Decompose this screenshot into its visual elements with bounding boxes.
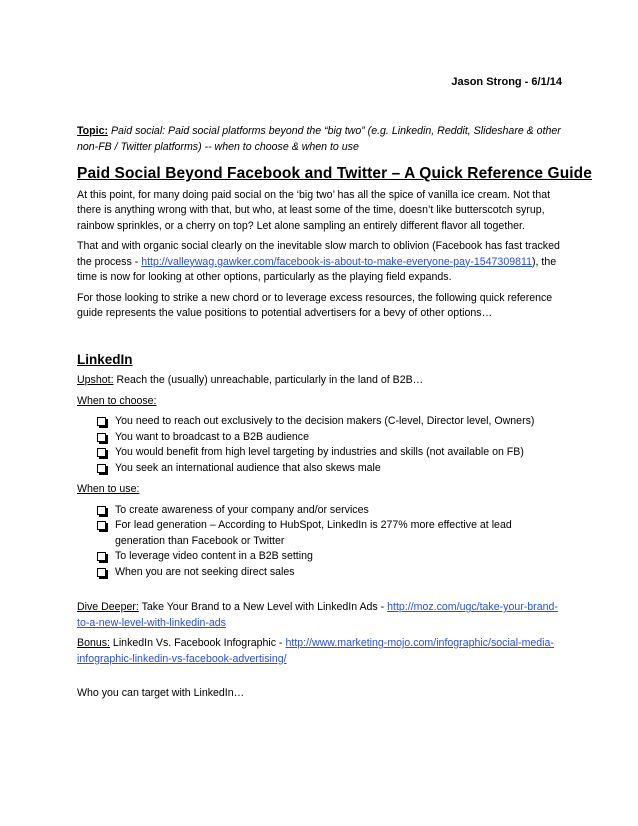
list-item: You would benefit from high level targeting by industries and skills (not available on FB) bbox=[97, 445, 563, 461]
dive-deeper-label: Dive Deeper: bbox=[77, 601, 139, 613]
intro-paragraph-2-end: ), the time is now for looking at other options, particularly as the playing field expands. bbox=[77, 255, 557, 283]
upshot-text: Reach the (usually) unreachable, particularly in the land of B2B… bbox=[113, 374, 424, 386]
dive-deeper-text: Take Your Brand to a New Level with LinkedIn Ads - bbox=[138, 601, 388, 613]
valleywag-link[interactable]: http://valleywag.gawker.com/facebook-is-about-to-make-everyone-pay-1547309811 bbox=[141, 255, 532, 268]
marketing-mojo-link[interactable]: http://www.marketing-mojo.com/infographic/social-media-infographic-linkedin-vs-facebook-advertising/ bbox=[77, 637, 554, 665]
bonus-label: Bonus: bbox=[77, 637, 110, 649]
list-item: You want to broadcast to a B2B audience bbox=[97, 430, 563, 446]
use-checklist bbox=[77, 503, 563, 581]
topic-line bbox=[77, 124, 563, 155]
list-item: When you are not seeking direct sales bbox=[97, 565, 563, 581]
checkbox-icon bbox=[97, 506, 106, 515]
spacer bbox=[77, 672, 563, 686]
intro-paragraph-1: At this point, for many doing paid social on the ‘big two’ has all the spice of vanilla ice cream. Not that there is anything wrong with that, but who, at least some of the time, doesn’t like butterscotch syrup, rainbow sprinkles, or a cherry on top? Let alone sampling an entirely different flavor all together. bbox=[77, 188, 551, 232]
list-item: For lead generation – According to HubSpot, LinkedIn is 277% more effective at lead generation than Facebook or Twitter bbox=[97, 518, 563, 549]
checkbox-icon bbox=[97, 552, 106, 561]
list-item: You seek an international audience that also skews male bbox=[97, 461, 563, 477]
when-to-use-label: When to use: bbox=[77, 483, 140, 495]
moz-link[interactable]: http://moz.com/ugc/take-your-brand-to-a-new-level-with-linkedin-ads bbox=[77, 601, 558, 629]
checkbox-icon bbox=[97, 464, 106, 473]
checkbox-icon bbox=[97, 448, 106, 457]
upshot-label: Upshot: bbox=[77, 374, 114, 386]
list-item: You need to reach out exclusively to the decision makers (C-level, Director level, Owners) bbox=[97, 414, 563, 430]
dive-deeper-line bbox=[77, 600, 563, 631]
checkbox-icon bbox=[97, 568, 106, 577]
linkedin-heading: LinkedIn bbox=[77, 351, 133, 367]
upshot-line bbox=[77, 373, 563, 389]
when-to-choose-label: When to choose: bbox=[77, 394, 157, 407]
topic-label: Topic: bbox=[77, 125, 108, 137]
bonus-text: LinkedIn Vs. Facebook Infographic - bbox=[109, 637, 286, 649]
choose-checklist bbox=[77, 414, 563, 476]
intro-paragraph-2 bbox=[77, 239, 563, 286]
intro-paragraph-3: For those looking to strike a new chord or to leverage excess resources, the following quick reference guide represents the value positions to potential advertisers for a bevy of other options… bbox=[77, 291, 553, 319]
spacer bbox=[77, 586, 563, 600]
intro-paragraph-2-start: That and with organic social clearly on the inevitable slow march to oblivion (Facebook has fast tracked the process - bbox=[77, 240, 560, 268]
target-line: Who you can target with LinkedIn… bbox=[77, 687, 245, 699]
checkbox-icon bbox=[97, 521, 106, 530]
document-body bbox=[77, 124, 592, 707]
list-item: To leverage video content in a B2B setting bbox=[97, 549, 563, 565]
author-date: Jason Strong - 6/1/14 bbox=[451, 76, 562, 88]
page-title: Paid Social Beyond Facebook and Twitter – A Quick Reference Guide bbox=[77, 165, 592, 182]
topic-text: Paid social: Paid social platforms beyond the “big two” (e.g. Linkedin, Reddit, Slideshare & other non-FB / Twitter platforms) -- when to choose & when to use bbox=[77, 125, 561, 153]
checkbox-icon bbox=[97, 417, 106, 426]
bonus-line bbox=[77, 636, 563, 667]
list-item: To create awareness of your company and/or services bbox=[97, 503, 563, 519]
checkbox-icon bbox=[97, 433, 106, 442]
